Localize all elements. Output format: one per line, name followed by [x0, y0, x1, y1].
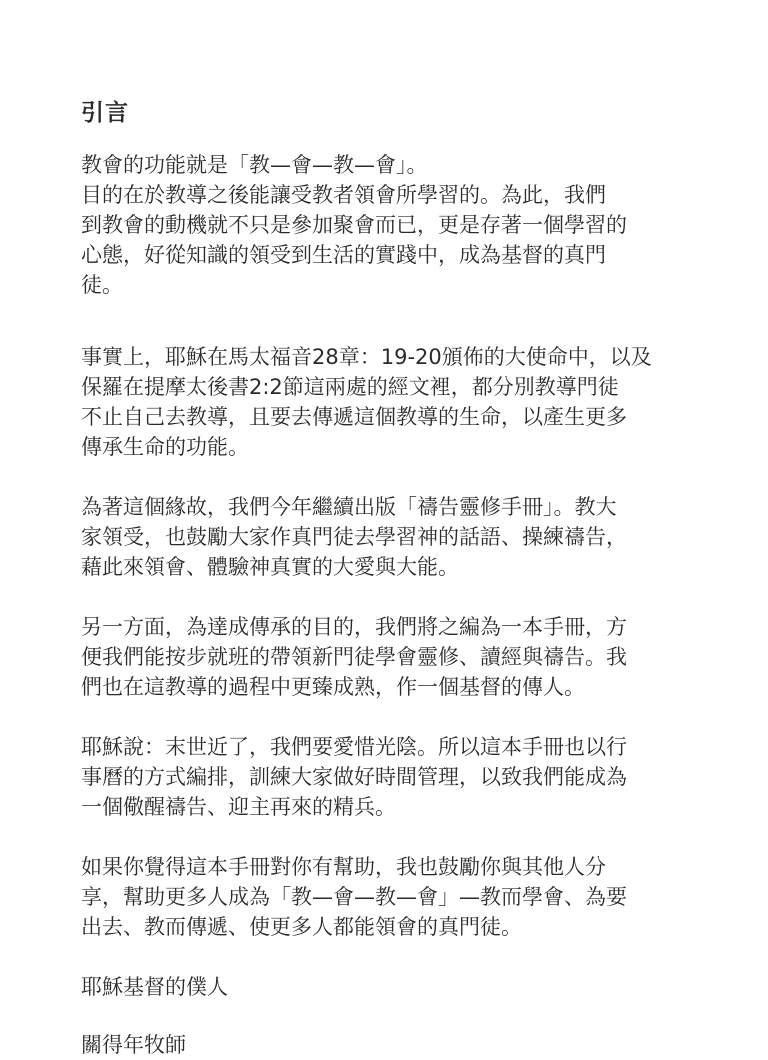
paragraph-handbook-purpose: 另一方面，為達成傳承的目的，我們將之編為一本手冊，方 便我們能按步就班的帶領新門徒學會靈修、讀經與禱告。我 們也在這教導的過程中更臻成熟，作一個基督的傳人。	[81, 615, 627, 699]
paragraph-prayer-handbook: 為著這個緣故，我們今年繼續出版「禱告靈修手冊」。教大 家領受，也鼓勵大家作真門徒去學習神的話語、操練禱告， 藉此來領會、體驗神真實的大愛與大能。	[81, 495, 627, 579]
document-page	[81, 96, 693, 1060]
paragraph-intro: 教會的功能就是「教—會—教—會」。	[81, 153, 428, 177]
paragraph-time-management: 耶穌說：末世近了，我們要愛惜光陰。所以這本手冊也以行 事曆的方式編排，訓練大家做好時間管理，以致我們能成為 一個儆醒禱告、迎主再來的精兵。	[81, 735, 627, 819]
paragraph-great-commission: 事實上，耶穌在馬太福音28章：19-20頒佈的大使命中，以及 保羅在提摩太後書2:2節這兩處的經文裡，都分別教導門徒 不止自己去教導，且要去傳遞這個教導的生命，以產生更多 傳承生命的功能。	[81, 345, 652, 459]
page-title: 引言	[81, 100, 129, 126]
paragraph-encouragement: 如果你覺得這本手冊對你有幫助，我也鼓勵你與其他人分 享，幫助更多人成為「教—會—教—會」—教而學會、為要 出去、教而傳遞、使更多人都能領會的真門徒。	[81, 855, 627, 939]
paragraph-purpose: 目的在於教導之後能讓受教者領會所學習的。為此，我們 到教會的動機就不只是參加聚會而已，更是存著一個學習的 心態，好從知識的領受到生活的實踐中，成為基督的真門 徒。	[81, 183, 627, 297]
signature-name: 關得年牧師	[81, 1033, 186, 1057]
signature-title: 耶穌基督的僕人	[81, 975, 228, 999]
